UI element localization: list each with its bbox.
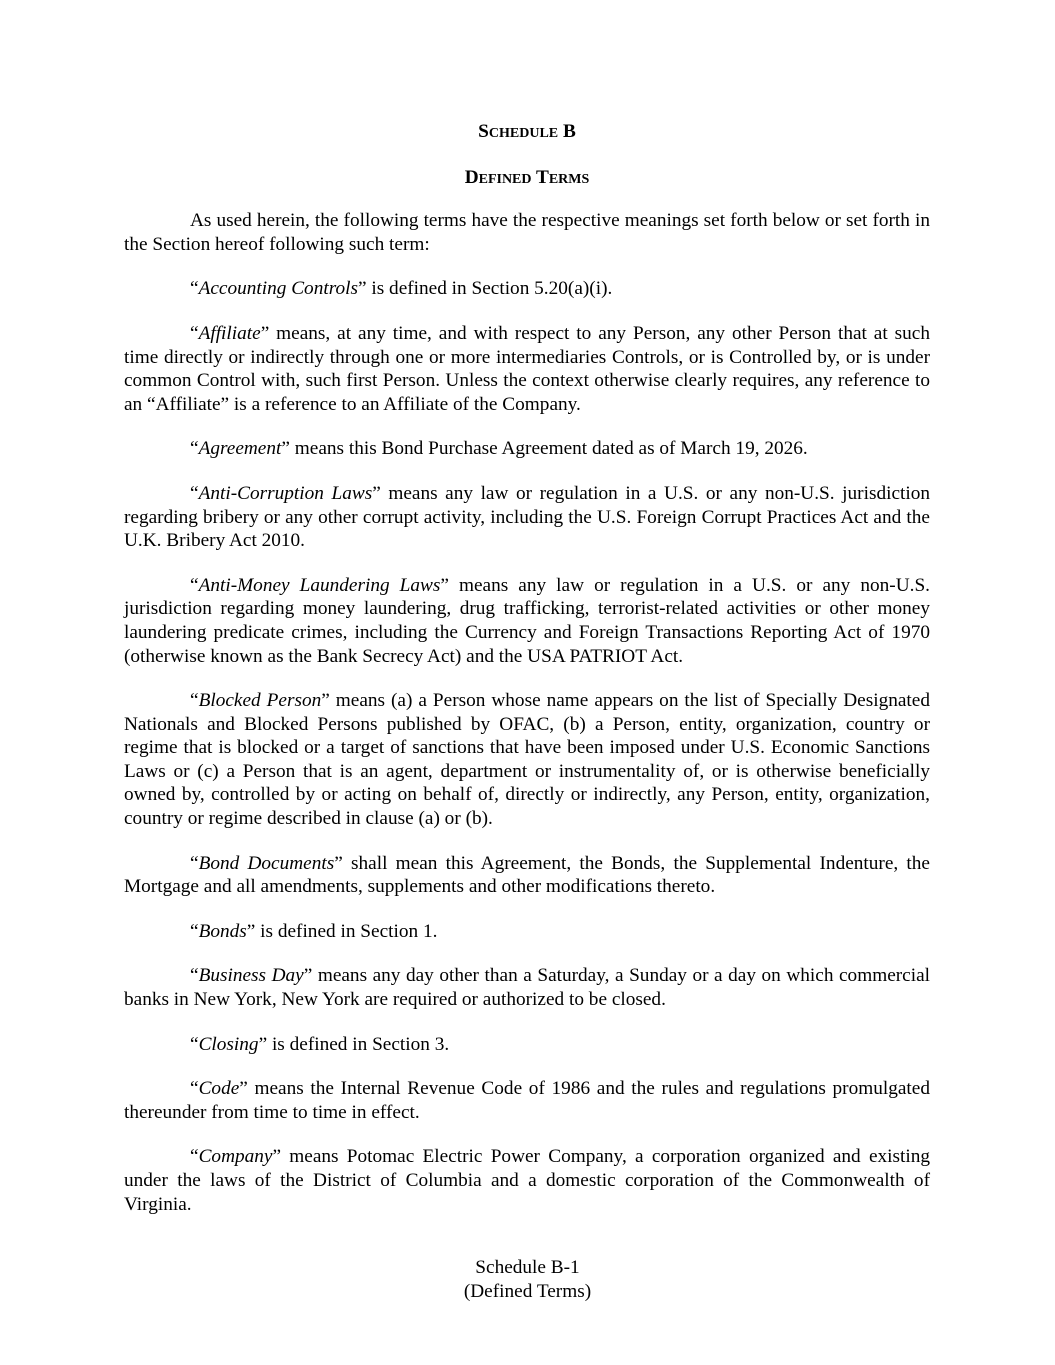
- quote-open: “: [190, 322, 199, 344]
- document-page: [124, 120, 930, 1237]
- quote-open: “: [190, 852, 199, 874]
- definition-text: shall mean this Agreement, the Bonds, the Supplemental Indenture, the Mortgage and all amendments, supplements and other modifications thereto.: [124, 852, 930, 898]
- definition-paragraph: [124, 852, 930, 899]
- quote-close: ”: [303, 965, 313, 987]
- quote-close: ”: [281, 438, 290, 460]
- quote-open: “: [190, 278, 199, 300]
- definition-text: means any law or regulation in a U.S. or any non-U.S. jurisdiction regarding bribery or any other corrupt activity, including the U.S. Foreign Corrupt Practices Act and the U.K. Bribery Act 2010.: [124, 482, 930, 552]
- footer-page-sublabel: (Defined Terms): [463, 1280, 592, 1302]
- defined-term: Code: [198, 1078, 240, 1100]
- definition-paragraph: [124, 1145, 930, 1216]
- definition-paragraph: [124, 1033, 930, 1057]
- quote-close: ”: [334, 852, 343, 874]
- quote-close: ”: [272, 1146, 282, 1168]
- definition-text: means, at any time, and with respect to any Person, any other Person that at such time directly or indirectly through one or more intermediaries Controls, or is Controlled by, or is under common Control with, such first Person. Unless the context otherwise clearly requires, any reference to an “Affiliate” is a reference to an Affiliate of the Company.: [124, 322, 930, 415]
- quote-close: ”: [321, 690, 330, 712]
- quote-close: ”: [258, 1033, 268, 1055]
- definition-text: means any law or regulation in a U.S. or any non-U.S. jurisdiction regarding money laundering, drug trafficking, terrorist-related activities or other money laundering predicate crimes, including the Currency and Foreign Transactions Reporting Act of 1970 (otherwise known as the Bank Secrecy Act) and the USA PATRIOT Act.: [124, 574, 930, 667]
- quote-open: “: [190, 438, 199, 460]
- defined-term: Anti-Corruption Laws: [198, 482, 373, 504]
- footer-page-label: Schedule B-1: [475, 1257, 580, 1278]
- defined-term: Agreement: [198, 438, 282, 460]
- quote-open: “: [190, 1033, 199, 1055]
- defined-term: Blocked Person: [198, 690, 322, 712]
- definition-paragraph: [124, 964, 930, 1011]
- schedule-title: Schedule B: [478, 121, 576, 142]
- definition-text: means this Bond Purchase Agreement dated as of March 19, 2026.: [289, 438, 808, 460]
- quote-close: ”: [440, 574, 449, 596]
- definition-paragraph: [124, 1077, 930, 1124]
- definition-text: means any day other than a Saturday, a Sunday or a day on which commercial banks in New York, New York are required or authorized to be closed.: [124, 965, 931, 1011]
- definitions-list: [124, 277, 930, 1216]
- quote-close: ”: [260, 322, 270, 344]
- defined-term: Company: [198, 1146, 273, 1168]
- definition-paragraph: [124, 574, 930, 668]
- defined-term: Anti-Money Laundering Laws: [198, 574, 441, 596]
- definition-paragraph: [124, 322, 930, 416]
- quote-close: ”: [357, 278, 367, 300]
- definition-paragraph: [124, 437, 930, 461]
- definition-paragraph: [124, 920, 930, 944]
- definition-text: means Potomac Electric Power Company, a corporation organized and existing under the laws of the District of Columbia and a domestic corporation of the Commonwealth of Virginia.: [124, 1146, 930, 1215]
- definition-paragraph: [124, 689, 930, 831]
- quote-open: “: [190, 1078, 199, 1100]
- defined-term: Business Day: [198, 965, 304, 987]
- definition-text: means the Internal Revenue Code of 1986 and the rules and regulations promulgated thereunder from time to time in effect.: [124, 1078, 930, 1123]
- defined-term: Bonds: [198, 920, 247, 942]
- definition-paragraph: [124, 277, 930, 301]
- quote-close: ”: [372, 482, 381, 504]
- quote-close: ”: [246, 920, 256, 942]
- definition-text: is defined in Section 5.20(a)(i).: [366, 278, 613, 300]
- definition-text: means (a) a Person whose name appears on the list of Specially Designated Nationals and Blocked Persons published by OFAC, (b) a Person, entity, organization, country or regime that is blocked or a target of sanctions that have been imposed under U.S. Economic Sanctions Laws or (c) a Person that is an agent, department or instrumentality of, or is otherwise beneficially owned by, controlled by or acting on behalf of, directly or indirectly, any Person, entity, organization, country or regime described in clause (a) or (b).: [124, 690, 930, 830]
- quote-open: “: [190, 920, 199, 942]
- quote-open: “: [190, 482, 199, 504]
- definition-text: is defined in Section 3.: [267, 1033, 450, 1055]
- definition-text: is defined in Section 1.: [255, 920, 438, 942]
- quote-open: “: [190, 574, 199, 596]
- section-title: Defined Terms: [464, 166, 590, 188]
- defined-term: Affiliate: [198, 322, 261, 344]
- defined-term: Closing: [198, 1033, 259, 1055]
- page-footer: [0, 1256, 1055, 1303]
- quote-open: “: [190, 965, 199, 987]
- definition-paragraph: [124, 482, 930, 553]
- intro-paragraph: As used herein, the following terms have the respective meanings set forth below or set forth in the Section hereof following such term:: [124, 210, 930, 255]
- quote-close: ”: [239, 1078, 248, 1100]
- quote-open: “: [190, 1146, 199, 1168]
- defined-term: Accounting Controls: [198, 278, 358, 300]
- defined-term: Bond Documents: [198, 852, 335, 874]
- quote-open: “: [190, 690, 199, 712]
